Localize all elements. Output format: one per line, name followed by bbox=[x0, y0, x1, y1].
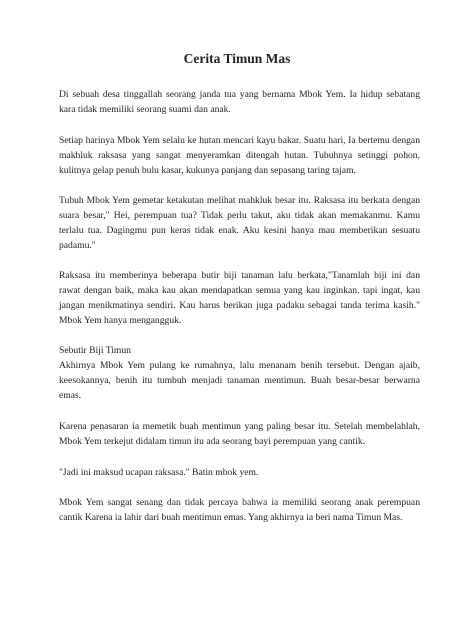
text-line: keesokannya, benih itu tumbuh menjadi tanaman mentimun. Buah besar-besar berwarna bbox=[59, 374, 420, 386]
text-line: rawat dengan baik, maka kau akan mendapatkan semua yang kau inginkan. tapi ingat, kau bbox=[59, 284, 420, 296]
paragraph-4 bbox=[59, 269, 420, 329]
text-line: Akhirnya Mbok Yem pulang ke rumahnya, lalu menanam benih tersebut. Dengan ajaib, bbox=[59, 359, 420, 371]
text-line: Karena penasaran ia memetik buah mentimun yang paling besar itu. Setelah membelahlah, bbox=[59, 421, 420, 432]
text-line: "Jadi ini maksud ucapan raksasa." Batin mbok yem. bbox=[59, 467, 259, 478]
text-line: emas. bbox=[59, 389, 82, 401]
paragraph-6 bbox=[59, 420, 420, 450]
text-line: Raksasa itu memberinya beberapa butir biji tanaman lalu berkata,"Tanamlah biji ini dan bbox=[59, 270, 420, 281]
text-line: kara tidak memiliki seorang suami dan anak. bbox=[59, 103, 231, 115]
text-line: padamu." bbox=[59, 239, 96, 251]
text-line: Tubuh Mbok Yem gemetar ketakutan melihat mahkluk besar itu. Raksasa itu berkata dengan bbox=[59, 195, 420, 206]
text-line: Mbok Yem hanya mengangguk. bbox=[59, 314, 182, 326]
text-line: suara besar," Hei, perempuan tua? Tidak perlu takut, aku tidak akan memakanmu. Kamu bbox=[59, 209, 420, 221]
paragraph-1 bbox=[59, 88, 420, 118]
text-line: Mbok Yem sangat senang dan tidak percaya bahwa ia memiliki seorang anak perempuan bbox=[59, 497, 420, 508]
text-line: kulitnya gelap penuh bulu kasar, kukunya panjang dan sepasang taring tajam. bbox=[59, 164, 356, 176]
paragraph-7 bbox=[59, 466, 420, 481]
paragraph-3 bbox=[59, 194, 420, 254]
section-heading: Sebutir Biji Timun bbox=[59, 345, 131, 356]
text-line: Di sebuah desa tinggallah seorang janda tua yang bernama Mbok Yem. Ia hidup sebatang bbox=[59, 89, 420, 100]
document-title: Cerita Timun Mas bbox=[183, 51, 291, 66]
text-line: Mbok Yem terkejut didalam timun itu ada seorang bayi perempuan yang cantik. bbox=[59, 435, 366, 447]
paragraph-5 bbox=[59, 344, 420, 404]
text-line: cantik Karena ia lahir dari buah mentimun emas. Yang akhirnya ia beri nama Timun Mas. bbox=[59, 511, 403, 523]
text-line: Setiap harinya Mbok Yem selalu ke hutan mencari kayu bakar. Suatu hari, Ia bertemu dengan bbox=[59, 135, 420, 146]
text-line: terlalu tua. Dagingmu pun keras tidak enak. Aku kesini hanya mau memberikan sesuatu bbox=[59, 224, 420, 236]
text-line: jangan menikmatinya sendiri. Kau harus berikan juga padaku sebagai tanda terima kasih." bbox=[59, 299, 420, 311]
paragraph-2 bbox=[59, 134, 420, 179]
text-line: makhluk raksasa yang sangat menyeramkan ditengah hutan. Tubuhnya setinggi pohon, bbox=[59, 149, 420, 161]
paragraph-8 bbox=[59, 496, 420, 526]
